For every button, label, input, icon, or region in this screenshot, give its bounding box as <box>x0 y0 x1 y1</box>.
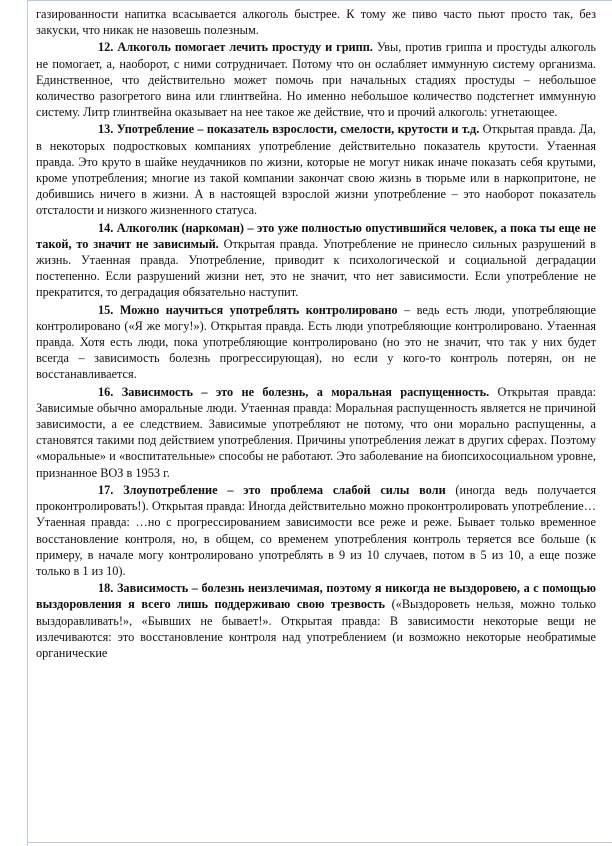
paragraph-myth-18 <box>36 580 596 661</box>
paragraph-text: Открытая правда: Зависимые обычно аморальные люди. Утаенная правда: Моральная распущенность является не причиной зависимости, а ее следствием. Зависимые употребляют не потому, что они морально распущенны, а становятся такими под действием употребления. Причины употребления лежат в других сферах. Поэтому «моральные» и «воспитательные» способы не работают. Это заболевание на биопсихосоциальном уровне, признанное ВОЗ в 1953 г. <box>36 384 596 480</box>
paragraph-myth-14 <box>36 220 596 301</box>
paragraph-myth-17 <box>36 482 596 579</box>
paragraph-myth-15 <box>36 302 596 383</box>
paragraph-myth-16 <box>36 384 596 481</box>
paragraph-text: Увы, против гриппа и простуды алкоголь не помогает, а, наоборот, с ними сотрудничает. Потому что он ослабляет иммунную систему организма. Единственное, что действительно может помочь при начальных стадиях простуды – небольшое количество разогретого вина или глинтвейна. Но именно небольшое количество подстегнет иммунную систему. Литр глинтвейна оказывает на нее такое же действие, что и прочий алкоголь: угнетающее. <box>36 40 596 120</box>
paragraph-text: Открытая правда. Да, в некоторых подростковых компаниях употребление действительно показатель крутости. Утаенная правда. Это круто в шайке неудачников по жизни, которые не могут никак иначе показать себя крутыми, кроме употребления; многие из такой компании закончат свою жизнь в тюрьме или в наркопритоне, не добившись ничего в жизни. А в настоящей взрослой жизни употребление – это наоборот показатель отсталости и низкого жизненного статуса. <box>36 122 596 218</box>
paragraph-myth-12 <box>36 39 596 120</box>
paragraph-text: Открытая правда. Употребление не принесло сильных разрушений в жизнь. Утаенная правда. Употребление, приводит к психологической и социальной деградации постепенно. Если разрушений жизни нет, это не значит, что нет зависимости. Если употребление не прекратится, то деградация обязательно наступит. <box>36 236 596 300</box>
document-page <box>36 6 596 661</box>
paragraph-continuation <box>36 6 596 38</box>
myth-heading: 18. Зависимость – болезнь неизлечимая, поэтому я никогда не выздоровею, а с помощью выздоровления я всего лишь поддерживаю свою трезвость <box>36 581 596 612</box>
paragraph-text: (иногда ведь получается проконтролировать!). Открытая правда: Иногда действительно можно проконтролировать употребление… Утаенная правда: …но с прогрессированием зависимости все реже и реже. Бывает только временное восстановление контроля, но, в общем, со временем употребления контроль теряется все больше (к примеру, в начале могу контролировано употреблять в 9 из 10 случаев, потом в 5 из 10, а еще позже только в 1 из 10). <box>36 482 596 578</box>
myth-heading: 17. Злоупотребление – это проблема слабой силы воли <box>98 482 446 497</box>
paragraph-text: («Выздороветь нельзя, можно только выздоравливать!», «Бывших не бывает!». Открытая правда: В зависимости некоторые вещи не излечиваются: это восстановление контроля над употреблением (и возможно некоторые необратимые органические <box>36 597 596 660</box>
myth-heading: 14. Алкоголик (наркоман) – это уже полностью опустившийся человек, а пока ты еще не такой, то значит не зависимый. <box>36 220 596 251</box>
page-border-bottom <box>27 842 612 843</box>
myth-heading: 16. Зависимость – это не болезнь, а моральная распущенность. <box>98 384 490 399</box>
paragraph-myth-13 <box>36 121 596 218</box>
myth-heading: 12. Алкоголь помогает лечить простуду и грипп. <box>98 40 373 55</box>
paragraph-text: газированности напитка всасывается алкоголь быстрее. К тому же пиво часто пьют просто так, без закуски, что никак не назовешь полезным. <box>36 7 596 38</box>
myth-heading: 15. Можно научиться употреблять контролировано <box>98 302 398 317</box>
page-border-left <box>27 0 28 846</box>
paragraph-text: – ведь есть люди, употребляющие контролировано («Я же могу!»). Открытая правда. Есть люди употребляющие контролировано. Утаенная правда. Хотя есть люди, пока употребляющие контролировано (но это не значит, что так у них будет всегда – зависимость болезнь прогрессирующая), но если у кого-то контроль потерян, он не восстанавливается. <box>36 302 596 382</box>
page-border-top <box>27 0 612 1</box>
myth-heading: 13. Употребление – показатель взрослости, смелости, крутости и т.д. <box>98 122 480 137</box>
